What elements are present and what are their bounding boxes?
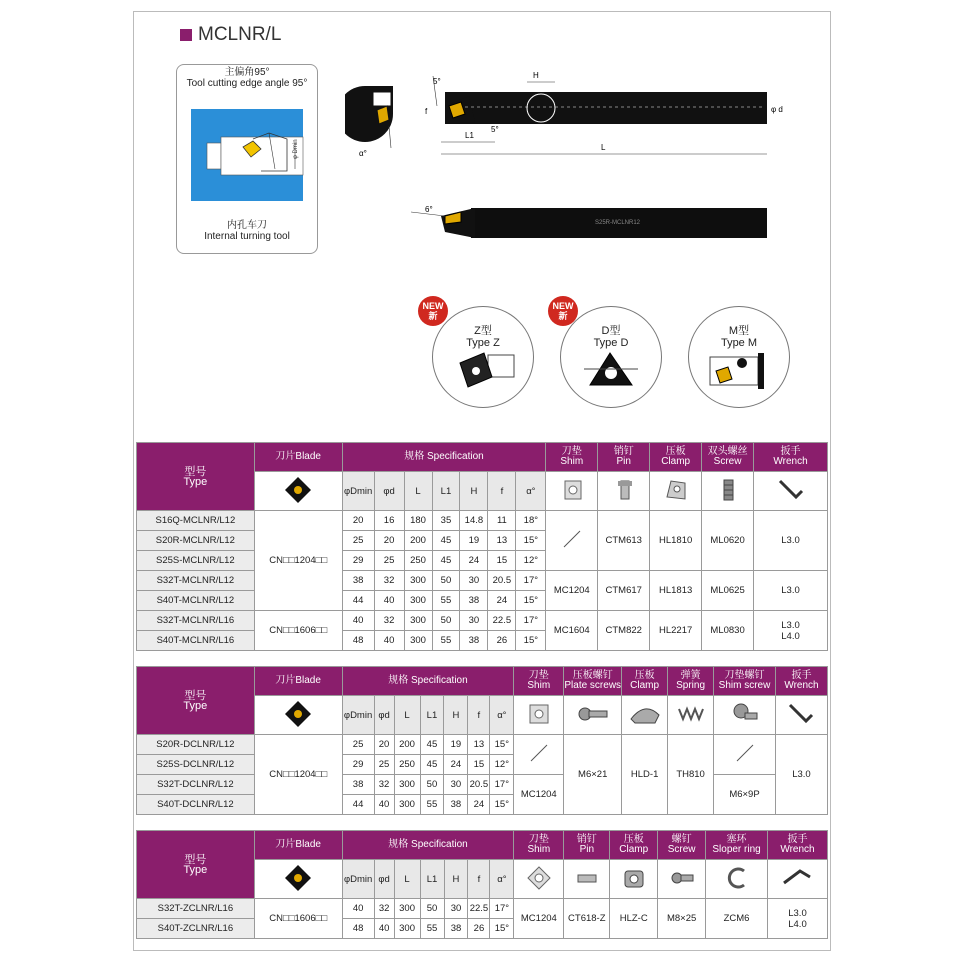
insert-type-d xyxy=(560,306,662,408)
insert-type-m xyxy=(688,306,790,408)
t1-screw-a: ML0620 xyxy=(702,511,754,571)
not-applicable-icon xyxy=(527,741,551,765)
t1-col-h: H xyxy=(460,472,488,511)
table-cell: 40 xyxy=(374,631,404,651)
table-cell: 50 xyxy=(432,571,460,591)
t1-blade-header: 刀片Blade xyxy=(254,443,342,472)
type-m-clamp-icon xyxy=(704,349,774,393)
model-cell: S32T-DCLNR/L12 xyxy=(137,775,255,795)
shim-icon xyxy=(557,475,587,505)
t2-blade-icon-cell xyxy=(254,696,342,735)
table-cell: 25 xyxy=(374,551,404,571)
clamp-icon xyxy=(627,699,663,729)
table-cell: 30 xyxy=(444,899,468,919)
table-cell: 22.5 xyxy=(488,611,516,631)
t3-screw-header: 螺钉 Screw xyxy=(658,831,706,860)
t3-screw: M8×25 xyxy=(658,899,706,939)
table-cell: 26 xyxy=(468,919,490,939)
table-cell: 55 xyxy=(432,631,460,651)
t1-clamp-header: 压板 Clamp xyxy=(650,443,702,472)
model-cell: S25S-MCLNR/L12 xyxy=(137,551,255,571)
table-cell: 50 xyxy=(432,611,460,631)
t3-pin-icon-cell xyxy=(564,860,610,899)
t1-col-alpha: α° xyxy=(516,472,546,511)
table-cell: L1 xyxy=(420,696,444,735)
page-title xyxy=(180,24,281,46)
table-cell: 24 xyxy=(460,551,488,571)
table-cell: 38 xyxy=(342,775,374,795)
table-cell: 20 xyxy=(374,531,404,551)
tool-holder-drawings xyxy=(345,66,795,246)
table-cell: 25 xyxy=(342,531,374,551)
table-cell: 35 xyxy=(432,511,460,531)
shim-icon xyxy=(524,863,554,893)
table-row xyxy=(137,511,828,531)
table-cell: 300 xyxy=(394,899,420,919)
type-m-cn: M型 xyxy=(728,325,750,337)
cutting-angle-diagram xyxy=(176,64,318,254)
svg-text:α°: α° xyxy=(359,149,367,158)
t2-blade: CN□□1204□□ xyxy=(254,735,342,815)
table-cell: 20 xyxy=(374,735,394,755)
t2-model-header: 型号 Type xyxy=(137,667,255,735)
type-z-clamp-icon xyxy=(448,349,518,393)
table-cell: 200 xyxy=(404,531,432,551)
table-cell: 48 xyxy=(342,631,374,651)
diagram-top-en: Tool cutting edge angle 95° xyxy=(186,78,308,89)
t1-blade-a: CN□□1204□□ xyxy=(254,511,342,611)
t2-shim-none xyxy=(514,735,564,775)
t2-shim-screw-header: 刀垫螺钉 Shim screw xyxy=(714,667,776,696)
diagram-bottom-cn: 内孔车刀 xyxy=(227,220,267,231)
table-cell: 45 xyxy=(432,531,460,551)
table-cell: 45 xyxy=(420,755,444,775)
svg-text:f: f xyxy=(425,107,428,116)
t1-screw-header: 双头螺丝 Screw xyxy=(702,443,754,472)
shim-icon-cell xyxy=(546,472,598,511)
svg-text:φ d: φ d xyxy=(771,105,783,114)
table-cell: 250 xyxy=(404,551,432,571)
table-cell: 30 xyxy=(460,571,488,591)
table-cell: 13 xyxy=(468,735,490,755)
t1-pin-b: CTM617 xyxy=(598,571,650,611)
hex-wrench-icon xyxy=(780,863,814,893)
t3-clamp: HLZ-C xyxy=(610,899,658,939)
t2-spec-header: 规格 Specification xyxy=(342,667,514,696)
t3-wrench: L3.0 L4.0 xyxy=(767,899,827,939)
t3-clamp-icon-cell xyxy=(610,860,658,899)
table-cell: 32 xyxy=(374,571,404,591)
table-cell: α° xyxy=(490,696,514,735)
t3-ring-icon-cell xyxy=(706,860,768,899)
insert-type-z xyxy=(432,306,534,408)
t2-plate-screw: M6×21 xyxy=(564,735,622,815)
t1-blade-icon-cell xyxy=(254,472,342,511)
table-cell: 19 xyxy=(460,531,488,551)
table-cell: 15° xyxy=(490,735,514,755)
table-cell: 50 xyxy=(420,775,444,795)
t2-spring-icon-cell xyxy=(668,696,714,735)
t3-ring-header: 塞环 Sloper ring xyxy=(706,831,768,860)
table-cell: L xyxy=(394,860,420,899)
table-cell: 30 xyxy=(444,775,468,795)
t1-pin-header: 销钉 Pin xyxy=(598,443,650,472)
t3-spec-header: 规格 Specification xyxy=(342,831,514,860)
t1-model-header: 型号 Type xyxy=(137,443,255,511)
table-cell: 24 xyxy=(444,755,468,775)
t3-shim: MC1204 xyxy=(514,899,564,939)
t2-shim-screw-none xyxy=(714,735,776,775)
table-cell: 300 xyxy=(404,631,432,651)
t2-shim: MC1204 xyxy=(514,775,564,815)
t1-pin-c: CTM822 xyxy=(598,611,650,651)
table-zclnr xyxy=(136,830,828,939)
t3-shim-header: 刀垫 Shim xyxy=(514,831,564,860)
table-cell: 20.5 xyxy=(468,775,490,795)
t3-blade-header: 刀片Blade xyxy=(254,831,342,860)
t1-col-l1: L1 xyxy=(432,472,460,511)
table-cell: f xyxy=(468,696,490,735)
t3-shim-icon-cell xyxy=(514,860,564,899)
title-bullet-icon xyxy=(180,29,192,41)
table-cell: 55 xyxy=(432,591,460,611)
hex-wrench-icon xyxy=(774,475,808,505)
hex-wrench-icon xyxy=(784,699,818,729)
clamp-icon-cell xyxy=(650,472,702,511)
t1-col-f: f xyxy=(488,472,516,511)
t3-wrench-icon-cell xyxy=(767,860,827,899)
t2-spring: TH810 xyxy=(668,735,714,815)
table-row xyxy=(137,571,828,591)
table-cell: 15° xyxy=(516,631,546,651)
table-cell: f xyxy=(468,860,490,899)
svg-text:L: L xyxy=(601,143,606,152)
t1-col-l: L xyxy=(404,472,432,511)
table-cell: 38 xyxy=(342,571,374,591)
table-cell: 29 xyxy=(342,551,374,571)
type-d-en: Type D xyxy=(593,337,629,349)
table-dclnr xyxy=(136,666,828,815)
table-cell: 15 xyxy=(468,755,490,775)
t2-blade-header: 刀片Blade xyxy=(254,667,342,696)
table-cell: 300 xyxy=(404,571,432,591)
t1-blade-b: CN□□1606□□ xyxy=(254,611,342,651)
t1-col-d: φd xyxy=(374,472,404,511)
table-cell: 12° xyxy=(516,551,546,571)
type-z-cn: Z型 xyxy=(474,325,492,337)
plate-screw-icon xyxy=(575,699,611,729)
table-cell: α° xyxy=(490,860,514,899)
table-cell: L1 xyxy=(420,860,444,899)
t1-clamp-a: HL1810 xyxy=(650,511,702,571)
t1-screw-b: ML0625 xyxy=(702,571,754,611)
table-cell: 25 xyxy=(342,735,374,755)
t1-wrench-c: L3.0 L4.0 xyxy=(754,611,828,651)
t1-wrench-header: 扳手 Wrench xyxy=(754,443,828,472)
table-cell: 24 xyxy=(468,795,490,815)
type-z-en: Type Z xyxy=(466,337,500,349)
table-cell: 48 xyxy=(342,919,374,939)
t1-wrench-b: L3.0 xyxy=(754,571,828,611)
table-cell: 50 xyxy=(420,899,444,919)
table-cell: H xyxy=(444,696,468,735)
table-cell: 20 xyxy=(342,511,374,531)
table-cell: 40 xyxy=(374,591,404,611)
table-cell: 11 xyxy=(488,511,516,531)
model-cell: S16Q-MCLNR/L12 xyxy=(137,511,255,531)
table-cell: 250 xyxy=(394,755,420,775)
top-view-drawing xyxy=(425,71,783,154)
table-cell: 17° xyxy=(490,775,514,795)
table-cell: 40 xyxy=(342,611,374,631)
t3-pin-header: 销钉 Pin xyxy=(564,831,610,860)
table-cell: 45 xyxy=(420,735,444,755)
clamp-icon xyxy=(619,863,649,893)
side-view-drawing xyxy=(411,205,767,238)
screw-icon xyxy=(667,863,697,893)
t1-screw-c: ML0830 xyxy=(702,611,754,651)
t2-clamp-icon-cell xyxy=(622,696,668,735)
table-cell: 22.5 xyxy=(468,899,490,919)
table-cell: 180 xyxy=(404,511,432,531)
table-cell: 12° xyxy=(490,755,514,775)
table-cell: 15° xyxy=(516,591,546,611)
table-cell: 200 xyxy=(394,735,420,755)
table-cell: 55 xyxy=(420,919,444,939)
table-cell: 15 xyxy=(488,551,516,571)
table-cell: H xyxy=(444,860,468,899)
table-cell: 24 xyxy=(488,591,516,611)
not-applicable-icon xyxy=(560,527,584,551)
model-cell: S40T-MCLNR/L12 xyxy=(137,591,255,611)
t1-clamp-b: HL1813 xyxy=(650,571,702,611)
table-cell: 38 xyxy=(444,795,468,815)
model-cell: S32T-ZCLNR/L16 xyxy=(137,899,255,919)
table-cell: 30 xyxy=(460,611,488,631)
screw-icon-cell xyxy=(702,472,754,511)
table-cell: 25 xyxy=(374,755,394,775)
model-cell: S20R-DCLNR/L12 xyxy=(137,735,255,755)
pin-icon xyxy=(609,475,639,505)
svg-text:5°: 5° xyxy=(491,125,499,134)
t3-wrench-header: 扳手 Wrench xyxy=(767,831,827,860)
table-cell: 15° xyxy=(516,531,546,551)
double-screw-icon xyxy=(713,475,743,505)
table-cell: 15° xyxy=(490,795,514,815)
wrench-icon-cell xyxy=(754,472,828,511)
t1-col-dmin: φDmin xyxy=(342,472,374,511)
table-cell: 18° xyxy=(516,511,546,531)
svg-text:S25R-MCLNR12: S25R-MCLNR12 xyxy=(595,220,641,226)
table-row xyxy=(137,899,828,919)
type-m-en: Type M xyxy=(720,337,758,349)
shim-screw-icon xyxy=(727,699,763,729)
t2-shim-header: 刀垫 Shim xyxy=(514,667,564,696)
t3-ring: ZCM6 xyxy=(706,899,768,939)
table-cell: 29 xyxy=(342,755,374,775)
new-badge-d: NEW 新 xyxy=(548,296,578,326)
t3-clamp-header: 压板 Clamp xyxy=(610,831,658,860)
sloper-ring-icon xyxy=(722,863,752,893)
t1-shim-b: MC1204 xyxy=(546,571,598,611)
table-cell: 300 xyxy=(404,611,432,631)
table-cell: 44 xyxy=(342,591,374,611)
table-row xyxy=(137,735,828,755)
t2-shim-screw-icon-cell xyxy=(714,696,776,735)
t2-spring-header: 弹簧 Spring xyxy=(668,667,714,696)
title-text: MCLNR/L xyxy=(198,24,282,45)
pin-icon-cell xyxy=(598,472,650,511)
table-cell: 17° xyxy=(516,571,546,591)
svg-text:5°: 5° xyxy=(433,77,441,86)
t1-wrench-a: L3.0 xyxy=(754,511,828,571)
table-cell: φDmin xyxy=(342,696,374,735)
table-cell: 13 xyxy=(488,531,516,551)
not-applicable-icon xyxy=(733,741,757,765)
table-cell: 44 xyxy=(342,795,374,815)
table-cell: φd xyxy=(374,860,394,899)
model-cell: S32T-MCLNR/L16 xyxy=(137,611,255,631)
table-cell: 26 xyxy=(488,631,516,651)
t2-clamp-header: 压板 Clamp xyxy=(622,667,668,696)
t1-clamp-c: HL2217 xyxy=(650,611,702,651)
table-cell: 38 xyxy=(460,631,488,651)
table-cell: 45 xyxy=(432,551,460,571)
svg-text:L1: L1 xyxy=(465,131,474,140)
t2-shim-screw: M6×9P xyxy=(714,775,776,815)
t1-shim-header: 刀垫 Shim xyxy=(546,443,598,472)
table-cell: 38 xyxy=(460,591,488,611)
table-row xyxy=(137,611,828,631)
t1-shim-c: MC1604 xyxy=(546,611,598,651)
t2-plate-screw-header: 压板螺钉 Plate screws xyxy=(564,667,622,696)
table-cell: 40 xyxy=(374,795,394,815)
t3-blade-icon-cell xyxy=(254,860,342,899)
clamp-icon xyxy=(661,475,691,505)
model-cell: S40T-DCLNR/L12 xyxy=(137,795,255,815)
model-cell: S25S-DCLNR/L12 xyxy=(137,755,255,775)
table-mclnr xyxy=(136,442,828,651)
t2-shim-icon-cell xyxy=(514,696,564,735)
table-cell: 55 xyxy=(420,795,444,815)
table-cell: 300 xyxy=(394,775,420,795)
type-d-clamp-icon xyxy=(576,349,646,393)
diagram-top-cn: 主偏角95° xyxy=(224,67,270,78)
new-badge-z: NEW 新 xyxy=(418,296,448,326)
cn-insert-icon xyxy=(283,475,313,505)
t1-pin-a: CTM613 xyxy=(598,511,650,571)
table-cell: 300 xyxy=(394,795,420,815)
t1-shim-none xyxy=(546,511,598,571)
cn-insert-icon xyxy=(283,699,313,729)
t2-wrench-icon-cell xyxy=(775,696,827,735)
table-cell: 16 xyxy=(374,511,404,531)
table-cell: 17° xyxy=(516,611,546,631)
table-cell: 300 xyxy=(394,919,420,939)
model-cell: S40T-ZCLNR/L16 xyxy=(137,919,255,939)
t2-wrench-header: 扳手 Wrench xyxy=(775,667,827,696)
table-cell: L xyxy=(394,696,420,735)
table-cell: 19 xyxy=(444,735,468,755)
t3-pin: CT618-Z xyxy=(564,899,610,939)
shim-icon xyxy=(524,699,554,729)
svg-text:6°: 6° xyxy=(425,205,433,214)
table-cell: 14.8 xyxy=(460,511,488,531)
model-cell: S20R-MCLNR/L12 xyxy=(137,531,255,551)
type-d-cn: D型 xyxy=(601,325,621,337)
table-cell: 32 xyxy=(374,611,404,631)
cn-insert-icon xyxy=(283,863,313,893)
pin-icon xyxy=(572,863,602,893)
t1-spec-header: 规格 Specification xyxy=(342,443,546,472)
table-cell: 20.5 xyxy=(488,571,516,591)
table-row xyxy=(137,775,828,795)
table-cell: 32 xyxy=(374,899,394,919)
svg-text:H: H xyxy=(533,71,539,80)
table-cell: 32 xyxy=(374,775,394,795)
model-cell: S32T-MCLNR/L12 xyxy=(137,571,255,591)
table-cell: 17° xyxy=(490,899,514,919)
t2-clamp: HLD-1 xyxy=(622,735,668,815)
table-cell: φDmin xyxy=(342,860,374,899)
diagram-bottom-en: Internal turning tool xyxy=(204,231,290,242)
end-view-icon xyxy=(345,86,393,158)
bore-section-icon xyxy=(177,89,317,215)
t3-model-header: 型号 Type xyxy=(137,831,255,899)
t2-wrench: L3.0 xyxy=(775,735,827,815)
model-cell: S40T-MCLNR/L16 xyxy=(137,631,255,651)
table-cell: φd xyxy=(374,696,394,735)
t2-plate-screw-icon-cell xyxy=(564,696,622,735)
svg-text:φ Dmin: φ Dmin xyxy=(293,139,299,159)
table-cell: 300 xyxy=(404,591,432,611)
table-cell: 40 xyxy=(374,919,394,939)
table-cell: 38 xyxy=(444,919,468,939)
table-cell: 15° xyxy=(490,919,514,939)
spring-icon xyxy=(673,699,709,729)
t3-screw-icon-cell xyxy=(658,860,706,899)
t3-blade: CN□□1606□□ xyxy=(254,899,342,939)
table-cell: 40 xyxy=(342,899,374,919)
